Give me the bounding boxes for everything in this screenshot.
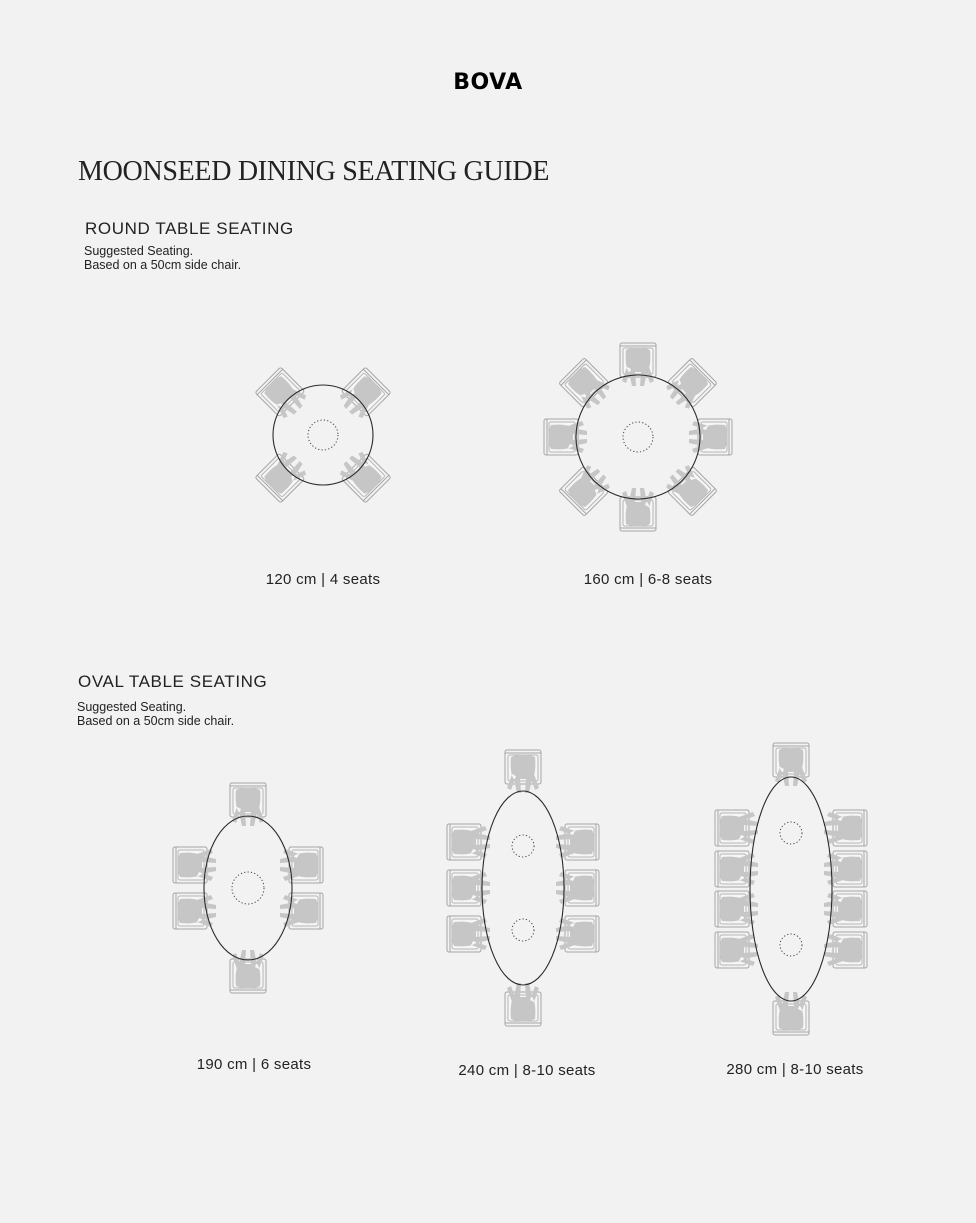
- seat: [620, 343, 656, 386]
- seat: [715, 810, 758, 846]
- table-center-mark: [232, 872, 264, 904]
- seat: [230, 950, 266, 993]
- seated-person-icon: [689, 421, 727, 453]
- round-note-line-2: Based on a 50cm side chair.: [84, 258, 242, 272]
- round-table-160-caption: 160 cm | 6-8 seats: [583, 571, 713, 588]
- seated-person-icon: [260, 372, 310, 422]
- round-section-note: [84, 244, 241, 272]
- table-top: [576, 375, 700, 499]
- seat-group: [173, 783, 323, 993]
- table-center-mark: [623, 422, 653, 452]
- seat: [255, 447, 311, 503]
- seated-person-icon: [178, 849, 216, 881]
- seat: [505, 750, 541, 793]
- seated-person-icon: [564, 363, 614, 413]
- seated-person-icon: [452, 872, 490, 904]
- oval-section-note: [77, 700, 234, 728]
- seated-person-icon: [232, 950, 264, 988]
- seated-person-icon: [622, 348, 654, 386]
- seat: [556, 870, 599, 906]
- seat: [773, 743, 809, 786]
- brand-logo: BOVA: [453, 70, 523, 95]
- seat: [505, 983, 541, 1026]
- oval-table-190-diagram: [148, 758, 348, 1018]
- seated-person-icon: [336, 448, 386, 498]
- oval-note-line-1: Suggested Seating.: [77, 700, 187, 714]
- seat-group: [255, 367, 391, 503]
- seated-person-icon: [564, 462, 614, 512]
- oval-table-240-diagram: [423, 738, 623, 1038]
- seated-person-icon: [336, 372, 386, 422]
- seated-person-icon: [720, 893, 758, 925]
- seated-person-icon: [824, 893, 862, 925]
- seat: [661, 460, 717, 516]
- seated-person-icon: [824, 812, 862, 844]
- seated-person-icon: [824, 934, 862, 966]
- seated-person-icon: [663, 363, 713, 413]
- seated-person-icon: [178, 895, 216, 927]
- round-table-160-diagram: [538, 337, 738, 537]
- seat: [544, 419, 587, 455]
- round-table-120-caption: 120 cm | 4 seats: [265, 571, 381, 588]
- seated-person-icon: [824, 853, 862, 885]
- seated-person-icon: [280, 895, 318, 927]
- seated-person-icon: [720, 934, 758, 966]
- table-top: [204, 816, 292, 960]
- seat: [556, 916, 599, 952]
- seated-person-icon: [507, 755, 539, 793]
- seated-person-icon: [232, 788, 264, 826]
- oval-table-190-caption: 190 cm | 6 seats: [196, 1056, 312, 1073]
- table-top: [750, 777, 832, 1001]
- seated-person-icon: [556, 872, 594, 904]
- seat: [689, 419, 732, 455]
- page-title: MOONSEED DINING SEATING GUIDE: [78, 156, 550, 187]
- seat: [559, 460, 615, 516]
- oval-section-heading: OVAL TABLE SEATING: [78, 672, 268, 691]
- seat: [335, 447, 391, 503]
- seat: [824, 810, 867, 846]
- round-section-heading: ROUND TABLE SEATING: [85, 219, 294, 238]
- oval-table-280-diagram: [691, 739, 891, 1039]
- seated-person-icon: [260, 448, 310, 498]
- oval-table-280-caption: 280 cm | 8-10 seats: [726, 1061, 864, 1078]
- seat: [661, 358, 717, 414]
- seated-person-icon: [720, 812, 758, 844]
- seated-person-icon: [622, 488, 654, 526]
- seat: [255, 367, 311, 423]
- seated-person-icon: [720, 853, 758, 885]
- table-center-mark: [308, 420, 338, 450]
- table-top: [273, 385, 373, 485]
- seated-person-icon: [775, 992, 807, 1030]
- seat-group: [544, 343, 732, 531]
- round-table-120-diagram: [223, 335, 423, 535]
- seat: [335, 367, 391, 423]
- seat: [715, 932, 758, 968]
- table-top: [482, 791, 564, 985]
- table-center-mark: [780, 934, 802, 956]
- seat: [447, 916, 490, 952]
- seat: [620, 488, 656, 531]
- oval-note-line-2: Based on a 50cm side chair.: [77, 714, 235, 728]
- seat: [447, 824, 490, 860]
- seat: [773, 992, 809, 1035]
- table-center-mark: [512, 835, 534, 857]
- seat-group: [715, 743, 867, 1035]
- seated-person-icon: [280, 849, 318, 881]
- seated-person-icon: [663, 462, 713, 512]
- table-center-mark: [512, 919, 534, 941]
- seated-person-icon: [549, 421, 587, 453]
- seat: [447, 870, 490, 906]
- seat: [559, 358, 615, 414]
- oval-table-240-caption: 240 cm | 8-10 seats: [458, 1062, 596, 1079]
- table-center-mark: [780, 822, 802, 844]
- seat: [824, 932, 867, 968]
- seat: [556, 824, 599, 860]
- round-note-line-1: Suggested Seating.: [84, 244, 194, 258]
- seated-person-icon: [507, 983, 539, 1021]
- seated-person-icon: [775, 748, 807, 786]
- seat: [230, 783, 266, 826]
